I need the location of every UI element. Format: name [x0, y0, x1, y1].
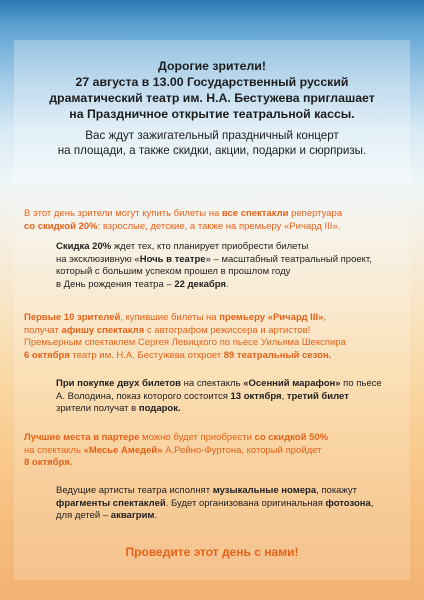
- offer-parterre-discount: Лучшие места в партере можно будет приобрести со скидкой 50% на спектакль «Месье Амедей» А.Рейно-Фуртона, который пройдет 8 октября.: [24, 432, 329, 469]
- intro-line-1: Вас ждут зажигательный праздничный концерт: [85, 129, 339, 142]
- closing-invitation: Проведите этот день с нами!: [125, 545, 299, 559]
- program-activities: Ведущие артисты театра исполнят музыкальные номера, покажут фрагменты спектаклей. Будет организована оригинальная фотозона, для детей – аквагрим.: [56, 485, 374, 522]
- offer-all-shows: В этот день зрители могут купить билеты на все спектакли репертуара со скидкой 20%: взрослые, детские, а также на премьеру «Ричард III».: [24, 208, 343, 232]
- title-line-3: драматический театр им. Н.А. Бестужева приглашает: [49, 91, 375, 105]
- offer-night-in-theatre: Скидка 20% ждет тех, кто планирует приобрести билеты на эксклюзивную «Ночь в театре» – масштабный театральный проект, который с большим успехом прошел в прошлом году в День рождения театра – 22 декабря.: [56, 241, 372, 290]
- title-line-4: на Праздничное открытие театральной кассы.: [69, 107, 355, 121]
- greeting: Дорогие зрители!: [158, 59, 266, 73]
- offer-autumn-marathon: При покупке двух билетов на спектакль «Осенний марафон» по пьесе А. Володина, показ которого состоится 13 октября, третий билет зрители получат в подарок.: [56, 378, 382, 415]
- announcement-title: [0, 58, 424, 122]
- offer-premiere-poster: Первые 10 зрителей, купившие билеты на премьеру «Ричард III», получат афишу спектакля с автографом режиссера и артистов! Премьерным спектаклем Сергея Левицкого по пьесе Уильяма Шекспира 6 октября театр им. Н.А. Бестужева откроет 89 театральный сезон.: [24, 312, 346, 361]
- announcement-intro: [0, 128, 424, 158]
- title-line-2: 27 августа в 13.00 Государственный русский: [75, 75, 349, 89]
- intro-line-2: на площади, а также скидки, акции, подарки и сюрпризы.: [57, 144, 367, 157]
- sky-top-shade: [0, 0, 424, 22]
